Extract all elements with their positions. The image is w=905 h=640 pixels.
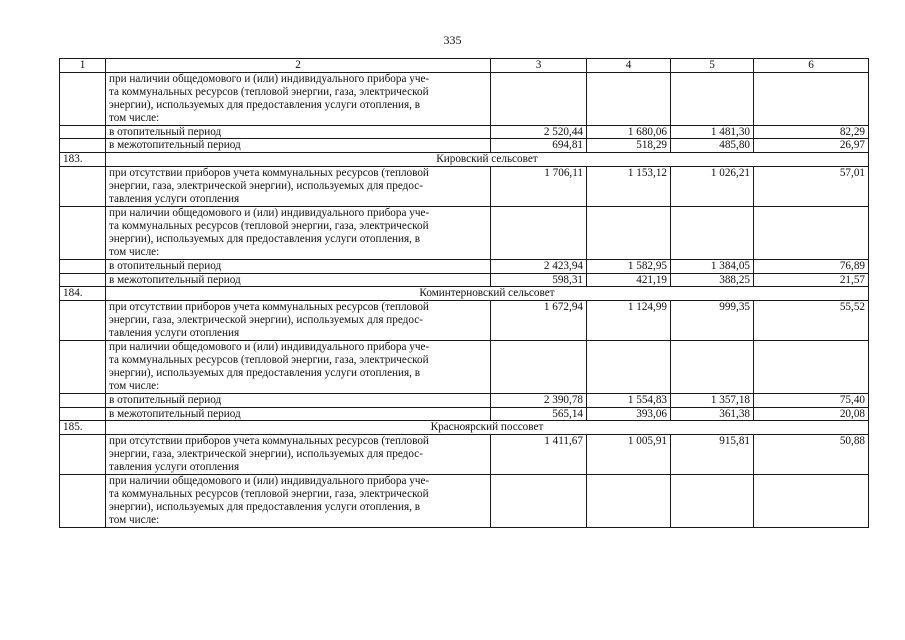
- value-cell-col6: 55,52: [754, 301, 869, 341]
- description-row: [60, 475, 869, 528]
- value-cell-col6: 75,40: [754, 393, 869, 407]
- description-row: [60, 301, 869, 341]
- row-description: в отопительный период: [106, 125, 491, 139]
- value-cell-col6: [754, 206, 869, 259]
- value-cell-col3: 1 706,11: [491, 167, 587, 207]
- description-row: [60, 206, 869, 259]
- row-number: 184.: [60, 287, 106, 301]
- row-number: [60, 167, 106, 207]
- row-description: в межотопительный период: [106, 407, 491, 421]
- value-cell-col5: 1 026,21: [671, 167, 754, 207]
- section-title: Красноярский поссовет: [106, 421, 869, 435]
- section-title: Коминтерновский сельсовет: [106, 287, 869, 301]
- description-row: [60, 72, 869, 125]
- row-number: [60, 125, 106, 139]
- value-cell-col5: 388,25: [671, 273, 754, 287]
- value-cell-col4: [587, 206, 671, 259]
- row-number: [60, 393, 106, 407]
- value-cell-col3: [491, 341, 587, 394]
- value-cell-col4: 393,06: [587, 407, 671, 421]
- value-row: [60, 125, 869, 139]
- table-body: [60, 59, 869, 528]
- column-header: 3: [491, 59, 587, 73]
- row-description: при наличии общедомового и (или) индивидуального прибора уче- та коммунальных ресурсов (тепловой энергии, газа, электрической энергии), используемых для предоставления услуги отопления, в том числе:: [106, 475, 491, 528]
- value-cell-col6: [754, 341, 869, 394]
- row-number: [60, 475, 106, 528]
- column-header: 6: [754, 59, 869, 73]
- value-cell-col6: 20,08: [754, 407, 869, 421]
- tariff-table: [59, 58, 869, 528]
- value-row: [60, 259, 869, 273]
- value-cell-col5: 1 481,30: [671, 125, 754, 139]
- row-number: 183.: [60, 153, 106, 167]
- row-description: при наличии общедомового и (или) индивидуального прибора уче- та коммунальных ресурсов (тепловой энергии, газа, электрической энергии), используемых для предоставления услуги отопления, в том числе:: [106, 72, 491, 125]
- value-cell-col3: 1 411,67: [491, 435, 587, 475]
- row-number: [60, 72, 106, 125]
- value-cell-col3: 2 423,94: [491, 259, 587, 273]
- value-cell-col5: [671, 72, 754, 125]
- value-cell-col5: 361,38: [671, 407, 754, 421]
- value-cell-col6: 26,97: [754, 139, 869, 153]
- row-number: [60, 407, 106, 421]
- value-cell-col4: 1 554,83: [587, 393, 671, 407]
- column-header: 4: [587, 59, 671, 73]
- value-row: [60, 273, 869, 287]
- section-row: [60, 421, 869, 435]
- value-row: [60, 139, 869, 153]
- row-description: в межотопительный период: [106, 273, 491, 287]
- description-row: [60, 341, 869, 394]
- value-cell-col6: 50,88: [754, 435, 869, 475]
- value-cell-col3: 598,31: [491, 273, 587, 287]
- row-number: [60, 301, 106, 341]
- value-cell-col3: 694,81: [491, 139, 587, 153]
- value-cell-col6: 21,57: [754, 273, 869, 287]
- value-cell-col3: 1 672,94: [491, 301, 587, 341]
- row-description: в межотопительный период: [106, 139, 491, 153]
- value-cell-col3: [491, 72, 587, 125]
- value-cell-col4: [587, 341, 671, 394]
- value-cell-col6: 57,01: [754, 167, 869, 207]
- value-cell-col4: 518,29: [587, 139, 671, 153]
- value-cell-col3: [491, 475, 587, 528]
- value-cell-col4: [587, 475, 671, 528]
- column-header: 1: [60, 59, 106, 73]
- value-cell-col6: 82,29: [754, 125, 869, 139]
- row-description: при отсутствии приборов учета коммунальных ресурсов (тепловой энергии, газа, электрической энергии), используемых для предос- тавления услуги отопления: [106, 167, 491, 207]
- value-cell-col4: 1 124,99: [587, 301, 671, 341]
- value-cell-col6: 76,89: [754, 259, 869, 273]
- description-row: [60, 167, 869, 207]
- value-cell-col5: 1 357,18: [671, 393, 754, 407]
- row-description: при наличии общедомового и (или) индивидуального прибора уче- та коммунальных ресурсов (тепловой энергии, газа, электрической энергии), используемых для предоставления услуги отопления, в том числе:: [106, 206, 491, 259]
- row-number: [60, 206, 106, 259]
- value-cell-col4: 1 153,12: [587, 167, 671, 207]
- value-cell-col4: [587, 72, 671, 125]
- row-description: при отсутствии приборов учета коммунальных ресурсов (тепловой энергии, газа, электрической энергии), используемых для предос- тавления услуги отопления: [106, 301, 491, 341]
- column-header: 2: [106, 59, 491, 73]
- value-cell-col4: 1 680,06: [587, 125, 671, 139]
- row-number: [60, 259, 106, 273]
- value-cell-col4: 1 582,95: [587, 259, 671, 273]
- value-cell-col4: 1 005,91: [587, 435, 671, 475]
- value-cell-col3: 2 520,44: [491, 125, 587, 139]
- value-cell-col5: [671, 475, 754, 528]
- row-number: [60, 341, 106, 394]
- value-row: [60, 393, 869, 407]
- value-cell-col5: [671, 206, 754, 259]
- page-number: 335: [443, 33, 462, 47]
- row-number: [60, 139, 106, 153]
- value-cell-col3: 565,14: [491, 407, 587, 421]
- section-title: Кировский сельсовет: [106, 153, 869, 167]
- value-cell-col5: 1 384,05: [671, 259, 754, 273]
- value-cell-col6: [754, 475, 869, 528]
- value-row: [60, 407, 869, 421]
- row-number: 185.: [60, 421, 106, 435]
- value-cell-col5: 999,35: [671, 301, 754, 341]
- row-description: при наличии общедомового и (или) индивидуального прибора уче- та коммунальных ресурсов (тепловой энергии, газа, электрической энергии), используемых для предоставления услуги отопления, в том числе:: [106, 341, 491, 394]
- value-cell-col3: 2 390,78: [491, 393, 587, 407]
- value-cell-col5: 915,81: [671, 435, 754, 475]
- row-number: [60, 273, 106, 287]
- value-cell-col4: 421,19: [587, 273, 671, 287]
- row-description: в отопительный период: [106, 259, 491, 273]
- description-row: [60, 435, 869, 475]
- value-cell-col5: [671, 341, 754, 394]
- column-header-row: [60, 59, 869, 73]
- column-header: 5: [671, 59, 754, 73]
- value-cell-col5: 485,80: [671, 139, 754, 153]
- row-number: [60, 435, 106, 475]
- value-cell-col3: [491, 206, 587, 259]
- section-row: [60, 153, 869, 167]
- value-cell-col6: [754, 72, 869, 125]
- row-description: в отопительный период: [106, 393, 491, 407]
- section-row: [60, 287, 869, 301]
- row-description: при отсутствии приборов учета коммунальных ресурсов (тепловой энергии, газа, электрической энергии), используемых для предос- тавления услуги отопления: [106, 435, 491, 475]
